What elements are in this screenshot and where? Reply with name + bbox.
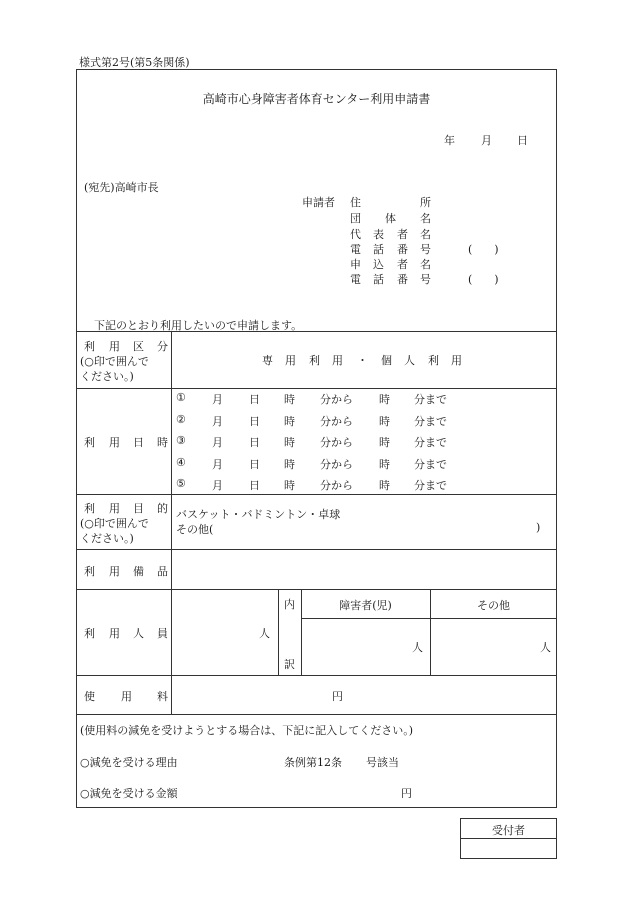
applicant-phone-paren: ( ) xyxy=(468,243,499,256)
rule-users-breakdown-header xyxy=(301,618,557,619)
equipment-field[interactable] xyxy=(176,556,551,584)
rule-after-purpose xyxy=(76,549,557,550)
reception-label: 受付者 xyxy=(492,824,525,837)
fee-unit: 円 xyxy=(332,690,343,703)
exemption-ordinance: 条例第12条 xyxy=(284,756,342,769)
rule-after-fee xyxy=(76,714,557,715)
rule-after-datetime xyxy=(76,494,557,495)
exemption-amount-label: ○減免を受ける金額 xyxy=(80,787,178,800)
rule-after-category xyxy=(76,388,557,389)
applicant-phone2-paren: ( ) xyxy=(468,273,499,286)
users-total-unit: 人 xyxy=(259,627,270,640)
usage-purpose-options[interactable]: バスケット・バドミントン・卓球 xyxy=(176,508,341,521)
users-other-header: その他 xyxy=(477,599,510,612)
rule-top-table xyxy=(76,331,557,332)
users-breakdown-label-top: 内 xyxy=(284,598,295,611)
users-disabled-header: 障害者(児) xyxy=(339,599,392,612)
rule-users-breakdown-left xyxy=(278,589,279,675)
exemption-reason-label: ○減免を受ける理由 xyxy=(80,756,178,769)
date-month-label: 月 xyxy=(481,134,492,147)
addressee: (宛先)高崎市長 xyxy=(84,181,159,194)
users-other-unit: 人 xyxy=(540,641,551,654)
date-year-label: 年 xyxy=(444,134,455,147)
rule-after-equipment xyxy=(76,589,557,590)
form-title: 高崎市心身障害者体育センター利用申請書 xyxy=(202,92,431,106)
reception-field[interactable] xyxy=(461,839,556,858)
form-number: 様式第2号(第5条関係) xyxy=(79,56,190,69)
exemption-amount-unit: 円 xyxy=(401,787,412,800)
date-day-label: 日 xyxy=(517,134,528,147)
users-breakdown-label-bottom: 訳 xyxy=(284,658,295,671)
request-statement: 下記のとおり利用したいので申請します。 xyxy=(94,319,303,332)
usage-purpose-other[interactable]: その他( xyxy=(176,523,214,536)
rule-label-column xyxy=(171,331,172,714)
users-disabled-unit: 人 xyxy=(412,641,423,654)
application-form-page: 様式第2号(第5条関係) 高崎市心身障害者体育センター利用申請書 年 月 日 (宛先)高崎市長 申請者 住 所 団 体 名 代 表 者 名 電 話 番 号 ( ) 申 込 者 名 電 話 番 号 ( ) 下記のとおり利用したいので申請します。 利 用 区 分 (○印で囲んで ください。) 専 用 利 用 ・ 個 人 利 用 利 用 日 時 ① 月 日 時 分から 時 分まで ② 月 日 時 分から 時 分まで ③ 月 日 時 分から 時 分まで ④ 月 日 時 分から 時 分まで ⑤ 月 日 時 分から 時 分まで 利 用 目 的 (○印で囲んで ください。) バスケット・バドミントン・卓球 その他( ) 利 用 備 品 利 用 人 員 人 内 訳 障害者(児) その他 人 人 使 用 料 円 (使用料の減免を受けようとする場合は、下記に記入してください。) ○減免を受ける理由 条例第12条 号該当 ○減免を受ける金額 円 受付者 xyxy=(0,0,630,915)
exemption-clause: 号該当 xyxy=(366,756,399,769)
usage-purpose-other-close: ) xyxy=(536,521,541,534)
exemption-note: (使用料の減免を受けようとする場合は、下記に記入してください。) xyxy=(80,724,414,737)
rule-after-users xyxy=(76,675,557,676)
applicant-label: 申請者 xyxy=(302,196,335,209)
